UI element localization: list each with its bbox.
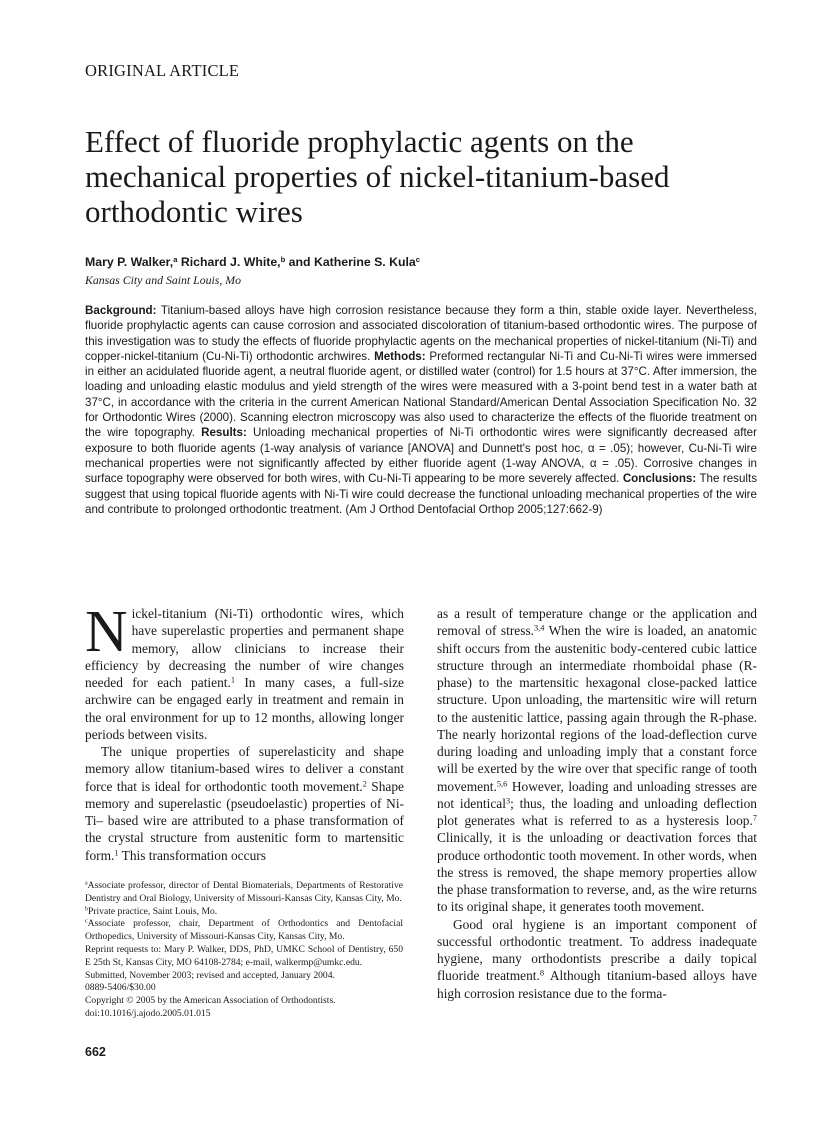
superscript: 1 xyxy=(230,675,235,685)
text-run: When the wire is loaded, an anatomic shift occurs from the austenitic body-centered cubic lattice structure through an intermediate rhomboidal phase (R-phase) to the martensitic hexagonal close-packed lattice structure. Upon unloading, the martensitic wire will return to the austenitic lattice, passing again through the R-phase. The nearly horizontal regions of the load-deflection curve during loading and unloading imply that a constant force will be exerted by the wire over that specific range of tooth movement. xyxy=(437,623,757,794)
paragraph xyxy=(437,916,757,1002)
text-run: Reprint requests to: Mary P. Walker, DDS, PhD, UMKC School of Dentistry, 650 E 25th St, Kansas City, MO 64108-2784; e-mail, walkermp@umkc.edu. xyxy=(85,943,403,968)
text-run: Titanium-based alloys have high corrosion resistance because they form a thin, stable oxide layer. Nevertheless, fluoride prophylactic agents can cause corrosion and associated discoloration of titanium-based orthodontic wires. The purpose of this investigation was to study the effects of fluoride prophylactic agents on the mechanical properties of nickel-titanium (Ni-Ti) and copper-nickel-titanium (Cu-Ni-Ti) orthodontic archwires. xyxy=(85,304,757,363)
footnote xyxy=(85,970,403,983)
body-column-right xyxy=(437,605,757,1002)
text-run: The unique properties of superelasticity and shape memory allow titanium-based wires to deliver a constant force that is ideal for orthodontic tooth movement. xyxy=(85,744,404,794)
text-run: doi:10.1016/j.ajodo.2005.01.015 xyxy=(85,1007,211,1019)
page-number: 662 xyxy=(85,1045,106,1059)
text-run: Copyright © 2005 by the American Association of Orthodontists. xyxy=(85,995,336,1007)
left-paragraphs xyxy=(85,598,405,864)
text-run: Clinically, it is the unloading or deactivation forces that produce orthodontic tooth movement. In other words, when the stress is removed, the shape memory properties allow the phase transformation to reverse, and, as the wire returns to its original shape, it generates tooth movement. xyxy=(437,830,757,915)
superscript: c xyxy=(85,919,88,926)
text-run: Richard J. White, xyxy=(177,255,281,269)
text-run: Unloading mechanical properties of Ni-Ti orthodontic wires were significantly decreased after exposure to both fluoride agents (1-way analysis of variance [ANOVA] and Dunnett's post hoc, α = .05); however, Cu-Ni-Ti wire mechanical properties were not significantly affected by either fluoride agent (1-way ANOVA, α = .05). Corrosive changes in surface topography were observed for both wires, with Cu-Ni-Ti appearing to be more severely affected. xyxy=(85,426,757,486)
paragraph xyxy=(437,605,757,916)
text-run: However, loading and unloading stresses are not identical xyxy=(437,778,757,811)
superscript: 3,4 xyxy=(534,623,545,633)
text-run: as a result of temperature change or the application and removal of stress. xyxy=(437,606,757,639)
footnote xyxy=(85,944,403,970)
footnote xyxy=(85,1008,403,1021)
footnote xyxy=(85,982,403,995)
text-run: and Katherine S. Kula xyxy=(285,255,416,269)
text-run: Associate professor, chair, Department of Orthodontics and Dentofacial Orthopedics, University of Missouri-Kansas City, Kansas City, Mo. xyxy=(85,918,403,943)
superscript: a xyxy=(85,880,88,887)
text-run: Private practice, Saint Louis, Mo. xyxy=(87,905,218,917)
section-label: Results: xyxy=(201,426,247,440)
superscript: b xyxy=(280,254,286,264)
superscript: c xyxy=(415,254,421,264)
author-location: Kansas City and Saint Louis, Mo xyxy=(85,273,241,287)
superscript: a xyxy=(173,254,178,264)
text-run: Associate professor, director of Dental Biomaterials, Departments of Restorative Dentistry and Oral Biology, University of Missouri-Kansas City, Kansas City, Mo. xyxy=(85,880,403,904)
section-label: Background: xyxy=(85,304,157,317)
paragraph xyxy=(85,598,404,743)
text-run: 0889-5406/$30.00 xyxy=(85,982,156,994)
right-paragraphs xyxy=(437,605,757,1002)
text-run: Shape memory and superelastic (pseudoelastic) properties of Ni-Ti– based wire are attributed to a phase transformation of the crystal structure from austenitic form to martensitic form. xyxy=(85,778,405,863)
superscript: 5,6 xyxy=(496,778,508,788)
section-label: Methods: xyxy=(374,349,426,363)
article-title: Effect of fluoride prophylactic agents on the mechanical properties of nickel-titanium-based orthodontic wires xyxy=(85,124,670,229)
superscript: 2 xyxy=(362,778,367,788)
text-run: ickel-titanium (Ni-Ti) orthodontic wires, which have superelastic properties and permanent shape memory, allow clinicians to increase their efficiency by decreasing the number of wire changes needed for each patient. xyxy=(85,606,404,690)
footnote xyxy=(85,880,403,906)
body-column-left xyxy=(85,598,405,864)
text-run: This transformation occurs xyxy=(118,847,266,863)
text-run: The results suggest that using topical fluoride agents with Ni-Ti wire could decrease the functional unloading mechanical properties of the wire and contribute to prolonged orthodontic treatment. (Am J Orthod Dentofacial Orthop 2005;127:662-9) xyxy=(85,472,757,516)
superscript: 3 xyxy=(505,796,511,806)
text-run: Submitted, November 2003; revised and accepted, January 2004. xyxy=(85,969,335,981)
superscript: 7 xyxy=(752,813,757,823)
footnote xyxy=(85,918,403,944)
text-run: ; thus, the loading and unloading deflection plot generates what is referred to as a hysteresis loop. xyxy=(437,795,757,828)
text-run: Good oral hygiene is an important component of successful orthodontic treatment. To address inadequate hygiene, many orthodontists prescribe a daily topical fluoride treatment. xyxy=(437,916,757,984)
superscript: 8 xyxy=(539,968,545,978)
footnote xyxy=(85,906,403,919)
text-run: Mary P. Walker, xyxy=(85,255,174,269)
author-list xyxy=(85,255,420,269)
text-run: Preformed rectangular Ni-Ti and Cu-Ni-Ti wires were immersed in either an acidulated fluoride agent, a neutral fluoride agent, or distilled water (control) for 1.5 hours at 37°C. After immersion, the loading and unloading elastic modulus and yield strength of the wires were measured with a 3-point bend test in a water bath at 37°C, in accordance with the criteria in the current American National Standard/American Dental Association Specification No. 32 for Orthodontic Wires (2000). Scanning electron microscopy was also used to characterize the effects of the fluoride treatment on the wire topography. xyxy=(85,349,757,440)
drop-cap: N xyxy=(85,598,128,664)
article-type-label: ORIGINAL ARTICLE xyxy=(85,61,240,80)
superscript: b xyxy=(85,906,88,913)
paragraph xyxy=(85,743,404,864)
text-run: Although titanium-based alloys have high corrosion resistance due to the forma- xyxy=(437,968,757,1001)
text-run: In many cases, a full-size archwire can be engaged early in treatment and remain in the oral environment for up to 12 months, allowing longer periods between visits. xyxy=(85,675,404,742)
footnote xyxy=(85,995,403,1008)
superscript: 1 xyxy=(114,847,119,857)
footnotes xyxy=(85,880,403,1021)
section-label: Conclusions: xyxy=(622,472,697,486)
abstract xyxy=(85,303,757,517)
